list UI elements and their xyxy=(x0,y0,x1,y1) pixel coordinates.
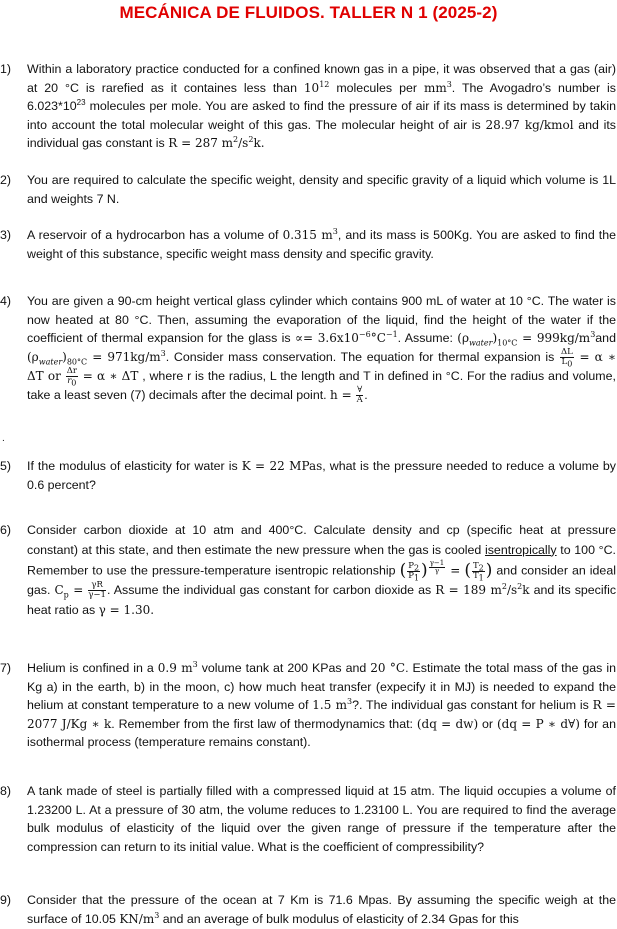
problem-number: 6) xyxy=(0,523,12,537)
fraction-dr-r0: $\frac{\Delta r}{r_0}$ xyxy=(66,365,77,388)
problem-text: If the modulus of elasticity for water is K = 22 MPas, what is the pressure needed to reduce a volume by 0.6 percent? xyxy=(27,459,616,492)
problem-text: Consider carbon dioxide at 10 atm and 400°C. Calculate density and cp (specific heat at pressure constant) at this state, and then estimate the new pressure when the gas is cooled isentropically to 100 °C. Remember to use the pressure-temperature isentropic relationship ( $\frac{P_2}{P_1}$ ) $^{\frac{\gamma-1}{\gamma}}$ = ( $\frac{T_2}{T_1}$ ) and consider an ideal gas. $C_p$ = $\frac{\gamma R}{\gamma-1}$ . Assume the individual gas constant for carbon dioxide as R = 189 $m^2/s^2k$ and its specific heat ratio as γ = 1.30. xyxy=(27,523,617,617)
page-title: MECÁNICA DE FLUIDOS. TALLER N 1 (2025-2) xyxy=(119,3,498,22)
problem-text: A tank made of steel is partially filled with a compressed liquid at 15 atm. The liquid occupies a volume of 1.23200 L. At a pressure of 30 atm, the volume reduces to 1.23100 L. You are required to find the average bulk modulus of elasticity of the liquid over the given range of pressure if the temperature after the compression can return to its initial value. What is the coefficient of compressibility? xyxy=(27,784,616,854)
problem-number: 7) xyxy=(0,661,12,675)
problem-number: 4) xyxy=(0,294,12,308)
fraction-cp: $\frac{\gamma R}{\gamma-1}$ xyxy=(88,580,106,601)
problem-number: 5) xyxy=(0,459,12,473)
stray-dot: . xyxy=(2,433,5,444)
problem-number: 8) xyxy=(0,784,12,798)
fraction-t2-t1: $\frac{T_2}{T_1}$ xyxy=(472,560,484,583)
fraction-p2-p1: $\frac{P_2}{P_1}$ xyxy=(408,560,420,583)
fraction-dl-l0: $\frac{\Delta L}{L_0}$ xyxy=(561,346,573,369)
problem-number: 1) xyxy=(0,62,12,76)
problem-text: Consider that the pressure of the ocean at 7 Km is 71.6 Mpas. By assuming the specific weigh at the surface of 10.05 $KN/m^3$ and an average of bulk modulus of elasticity of 2.34 Gpas for this xyxy=(27,893,616,926)
fraction-exponent: γ−1 γ xyxy=(429,559,445,575)
problem-text: You are required to calculate the specific weight, density and specific gravity of a liquid which volume is 1L and weights 7 N. xyxy=(27,173,616,206)
problem-text: Helium is confined in a 0.9 $m^3$ volume tank at 200 KPas and 20 °C. Estimate the total mass of the gas in Kg a) in the earth, b) in the moon, c) how much heat transfer (expecify it in MJ) is needed to expand the helium at constant temperature to a new volume of 1.5 $m^3$?. The individual gas constant for helium is R = 2077 J/Kg ∗ k. Remember from the first law of thermodynamics that: (dq = dw) or (dq = P ∗ d∀) for an isothermal process (temperature remains constant). xyxy=(27,660,616,749)
problem-number: 3) xyxy=(0,228,12,242)
problem-number: 2) xyxy=(0,173,12,187)
problem-text: Within a laboratory practice conducted for a confined known gas in a pipe, it was observed that a gas (air) at 20 °C is rarefied as it containes less than $10^{12}$ molecules per $mm^3$. The Avogadro’s number is $6.023*10^{23}$ molecules per mole. You are asked to find the pressure of air if its mass is determined by takin into account the total molecular weight of this gas. The molecular height of air is 28.97 kg/kmol and its individual gas constant is R = 287 $m^2/s^2k$. xyxy=(27,62,616,150)
fraction-volume-area: $\frac{\forall}{A}$ xyxy=(356,385,363,406)
problem-number: 9) xyxy=(0,893,12,907)
problem-text: A reservoir of a hydrocarbon has a volume of 0.315 $m^3$, and its mass is 500Kg. You are asked to find the weight of this substance, specific weight mass density and specific gravity. xyxy=(27,227,616,261)
problem-text: You are given a 90-cm height vertical glass cylinder which contains 900 mL of water at 10 °C. The water is now heated at 80 °C. Then, assuming the evaporation of the liquid, find the height of the water if the coefficient of thermal expansion for the glass is ∝= $3.6x10^{-6}^\circ C^{-1}$. Assume: $(\rho_{water})_{10^\circ C} = 999kg/m^3and$ $(\rho_{water})_{80^\circ C} = 971kg/m^3$. Consider mass conservation. The equation for thermal expansion is $\frac{\Delta L}{L_0}$ = α ∗ ΔT or $\frac{\Delta r}{r_0}$ = α ∗ ΔT , where r is the radius, L the length and T in defined in °C. For the radius and volume, take a least seven (7) decimals after the decimal point. h = $\frac{\forall}{A}$ . xyxy=(27,294,616,406)
